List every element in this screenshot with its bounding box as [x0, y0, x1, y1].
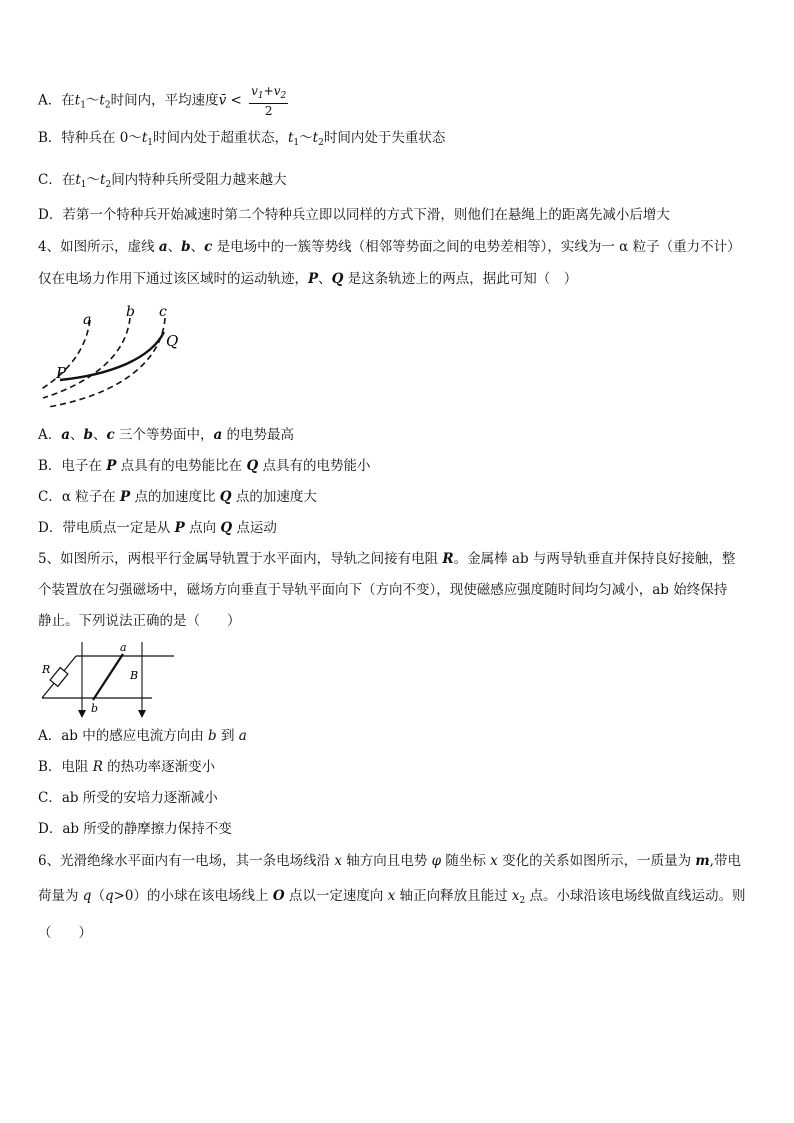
option-text: 时间内处于超重状态， [152, 130, 288, 146]
subscript: 2 [104, 100, 111, 111]
stem-text: >0）的小球在该电场线上 [113, 888, 273, 904]
option-text: A．ab 中的感应电流方向由 [38, 728, 209, 744]
q4-stem-line1 [38, 238, 741, 256]
less-than: < [226, 92, 242, 109]
label-r: R [42, 663, 51, 676]
subscript: 1 [257, 91, 264, 101]
q6-stem-line1 [38, 852, 741, 870]
symbol-a: a [61, 427, 70, 443]
equipotential-line-b [43, 318, 130, 398]
stem-text: 。金属棒 ab 与两导轨垂直并保持良好接触，整 [453, 551, 736, 567]
q4-stem-line2 [38, 270, 577, 288]
symbol-x: x [387, 888, 396, 904]
stem-text: 仅在电场力作用下通过该区域时的运动轨迹， [38, 271, 308, 287]
q4-option-b [38, 457, 371, 475]
separator: 、 [70, 427, 84, 443]
stem-text: 是电场中的一簇等势线（相邻等势面之间的电势差相等），实线为一 α 粒子（重力不计） [212, 239, 741, 255]
stem-text: 轴方向且电势 [342, 853, 432, 869]
arrow-2-head [138, 710, 146, 718]
symbol-m: m [695, 853, 710, 869]
label-field-b: B [130, 669, 139, 682]
subscript: 2 [105, 180, 112, 190]
q3-option-c [38, 171, 287, 194]
q5-stem-line2: 个装置放在匀强磁场中，磁场方向垂直于导轨平面向下（方向不变），现使磁感应强度随时间均匀减小，ab 始终保持 [38, 582, 728, 598]
option-text: 点的加速度大 [231, 489, 317, 505]
label-p: P [56, 364, 67, 382]
q4-option-d [38, 519, 277, 537]
q5-option-d: D．ab 所受的静摩擦力保持不变 [38, 821, 232, 837]
separator: 、 [318, 271, 332, 287]
symbol-t: t [312, 130, 319, 146]
symbol-x: x [334, 853, 343, 869]
option-text: B．电阻 [38, 759, 93, 775]
symbol-t: t [74, 92, 81, 109]
subscript: 1 [80, 100, 86, 111]
q3-option-d: D．若第一个特种兵开始减速时第二个特种兵立即以同样的方式下滑，则他们在悬绳上的距离先减小后增大 [38, 207, 670, 223]
resistor [50, 668, 68, 687]
label-b: b [91, 702, 99, 715]
symbol-r: R [92, 759, 103, 775]
arrow-1-head [78, 710, 86, 718]
symbol-t: t [99, 92, 105, 109]
symbol-p: P [120, 489, 131, 505]
stem-text: 5、如图所示，两根平行金属导轨置于水平面内，导轨之间接有电阻 [38, 551, 443, 567]
fraction-numerator [249, 84, 288, 104]
option-text: A．在 [38, 92, 75, 109]
q5-option-c: C．ab 所受的安培力逐渐减小 [38, 790, 218, 806]
option-text: 点具有的电势能比在 [116, 458, 247, 474]
symbol-p: P [308, 271, 319, 287]
option-text: 时间内，平均速度 [110, 92, 219, 109]
symbol-o: O [272, 888, 285, 904]
subscript: 1 [147, 138, 153, 148]
symbol-b: b [181, 239, 191, 255]
q5-stem-line3: 静止。下列说法正确的是（ ） [38, 613, 241, 629]
option-text: C．α 粒子在 [38, 489, 121, 505]
label-a: a [83, 312, 92, 328]
separator: 、 [167, 239, 182, 255]
label-c: c [159, 304, 167, 320]
tilde: ～ [85, 92, 100, 109]
symbol-vbar: v̄ [218, 92, 227, 109]
q5-stem-line1 [38, 550, 735, 568]
label-q: Q [166, 332, 179, 350]
stem-text: 是这条轨迹上的两点，据此可知（ ） [343, 271, 578, 287]
symbol-t: t [287, 130, 294, 146]
option-text: 到 [216, 728, 239, 744]
option-text: B．特种兵在 0～ [38, 130, 142, 146]
symbol-t: t [75, 172, 81, 188]
stem-text: 荷量为 [38, 888, 83, 904]
symbol-v: v [273, 84, 281, 98]
subscript: 2 [519, 896, 526, 906]
symbol-c: c [204, 239, 213, 255]
symbol-a: a [238, 728, 247, 744]
q6-stem-line2 [38, 887, 746, 910]
q6-stem-line3: （ ） [38, 925, 92, 941]
option-text: 三个等势面中， [114, 427, 214, 443]
symbol-c: c [106, 427, 115, 443]
rod-ab [93, 654, 123, 700]
q3-option-a [38, 84, 288, 118]
fraction [249, 84, 288, 118]
symbol-r: R [442, 551, 454, 567]
stem-text: 点以一定速度向 [284, 888, 388, 904]
stem-text: ,带电 [709, 853, 741, 869]
q4-figure-equipotential [38, 300, 198, 410]
symbol-t: t [100, 172, 106, 188]
subscript: 2 [280, 91, 287, 101]
symbol-q: Q [331, 271, 344, 287]
separator: 、 [190, 239, 205, 255]
symbol-a: a [158, 239, 168, 255]
symbol-q: Q [219, 489, 232, 505]
particle-trajectory [60, 332, 164, 380]
q4-option-a [38, 426, 294, 444]
option-text: 点具有的电势能小 [258, 458, 371, 474]
q4-option-c [38, 488, 317, 506]
symbol-x: x [490, 853, 498, 869]
tilde: ～ [86, 172, 101, 188]
option-text: 间内特种兵所受阻力越来越大 [111, 172, 287, 188]
option-text: D．带电质点一定是从 [38, 520, 175, 536]
option-text: B．电子在 [38, 458, 107, 474]
label-a: a [120, 641, 127, 654]
stem-text: 随坐标 [441, 853, 491, 869]
plus: + [263, 84, 274, 98]
tilde: ～ [299, 130, 313, 146]
stem-text: 变化的关系如图所示，一质量为 [497, 853, 696, 869]
symbol-q: q [104, 888, 114, 904]
q5-option-b [38, 758, 215, 776]
option-text: 点的加速度比 [130, 489, 220, 505]
q5-figure-rails [38, 640, 183, 720]
option-text: A． [38, 427, 62, 443]
q5-option-a [38, 727, 247, 745]
fraction-denominator: 2 [264, 104, 273, 118]
stem-text: 点。小球沿该电场线做直线运动。则 [525, 888, 746, 904]
subscript: 1 [80, 180, 87, 190]
option-text: 时间内处于失重状态 [323, 130, 446, 146]
label-b: b [126, 304, 135, 320]
option-text: C．在 [38, 172, 76, 188]
symbol-a: a [213, 427, 223, 443]
symbol-b: b [83, 427, 93, 443]
separator: 、 [92, 427, 107, 443]
symbol-b: b [208, 728, 217, 744]
stem-text: 6、光滑绝缘水平面内有一电场，其一条电场线沿 [38, 853, 335, 869]
symbol-p: P [174, 520, 185, 536]
symbol-q: q [82, 888, 92, 904]
subscript: 1 [293, 138, 300, 148]
symbol-q: Q [220, 520, 233, 536]
subscript: 2 [318, 138, 324, 148]
stem-text: （ [91, 888, 105, 904]
symbol-q: Q [246, 458, 259, 474]
symbol-phi: φ [431, 853, 442, 869]
symbol-v: v [251, 84, 258, 98]
symbol-t: t [141, 130, 148, 146]
option-text: 点运动 [232, 520, 277, 536]
option-text: 点向 [184, 520, 221, 536]
option-text: 的电势最高 [222, 427, 295, 443]
stem-text: 4、如图所示，虚线 [38, 239, 159, 255]
stem-text: 轴正向释放且能过 [395, 888, 512, 904]
symbol-p: P [106, 458, 117, 474]
q3-option-b [38, 129, 445, 152]
option-text: 的热功率逐渐变小 [102, 759, 216, 775]
symbol-x: x [511, 888, 520, 904]
